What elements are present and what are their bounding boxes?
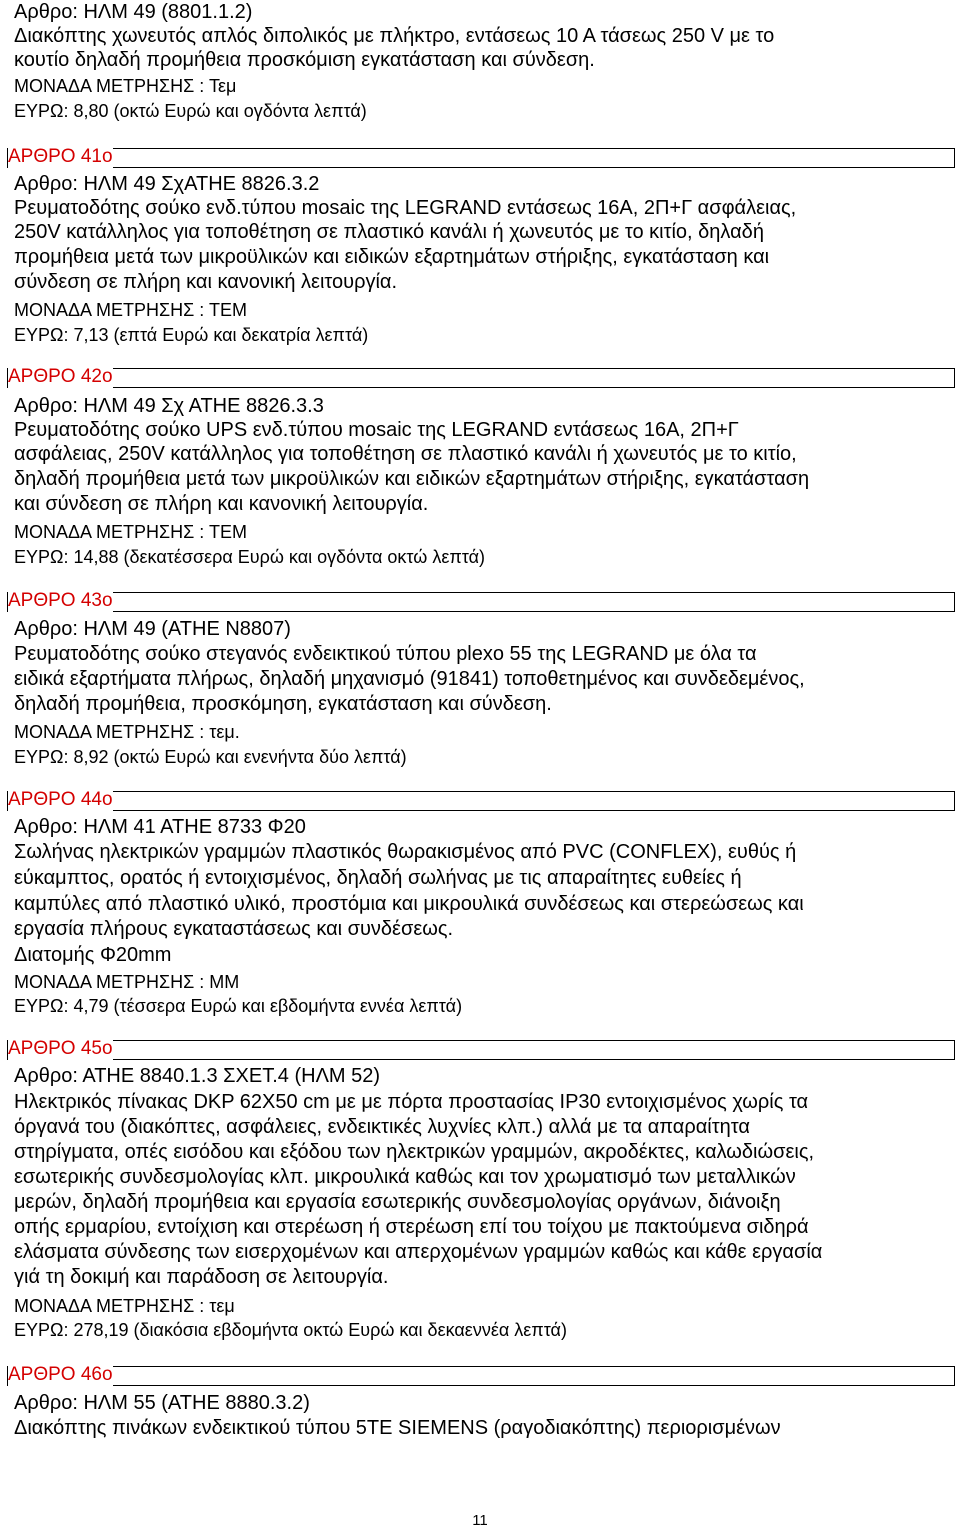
description-line: ελάσματα σύνδεσης των εισερχομένων και απερχομένων γραμμών καθώς και κάθε εργασία	[14, 1241, 823, 1263]
unit-line: ΜΟΝΑΔΑ ΜΕΤΡΗΣΗΣ : ΤΕΜ	[14, 300, 247, 320]
description-line: Σωλήνας ηλεκτρικών γραμμών πλαστικός θωρακισμένος από PVC (CONFLEX), ευθύς ή	[14, 841, 797, 863]
description-line: 250V κατάλληλος για τοποθέτηση σε πλαστικό κανάλι ή χωνευτός με το κιτίο, δηλαδή	[14, 221, 764, 243]
article-heading: ΑΡΘΡΟ 46ο	[8, 1364, 113, 1385]
description-line: οπής ερμαρίου, εντοίχιση και στερέωση ή στερέωση επί του τοίχου με πακτούμενα σιδηρά	[14, 1216, 809, 1238]
price-line: ΕΥΡΩ: 8,92 (οκτώ Ευρώ και ενενήντα δύο λεπτά)	[14, 747, 407, 767]
description-line: Διακόπτης πινάκων ενδεικτικού τύπου 5ΤΕ SIEMENS (ραγοδιακόπτης) περιορισμένων	[14, 1417, 781, 1439]
article-heading: ΑΡΘΡΟ 43ο	[8, 590, 113, 611]
description-line: μερών, δηλαδή προμήθεια και εργασία εσωτερικής συνδεσμολογίας οργάνων, διάνοιξη	[14, 1191, 781, 1213]
article-heading: ΑΡΘΡΟ 45ο	[8, 1038, 113, 1059]
unit-line: ΜΟΝΑΔΑ ΜΕΤΡΗΣΗΣ : τεμ.	[14, 722, 240, 742]
article-code-line: Αρθρο: ΗΛΜ 55 (ΑΤΗΕ 8880.3.2)	[14, 1392, 310, 1414]
description-line: δηλαδή προμήθεια μετά των μικροϋλικών και ειδικών εξαρτημάτων στήριξης, εγκατάσταση	[14, 468, 810, 490]
price-line: ΕΥΡΩ: 7,13 (επτά Ευρώ και δεκατρία λεπτά)	[14, 325, 369, 345]
unit-line: ΜΟΝΑΔΑ ΜΕΤΡΗΣΗΣ : τεμ	[14, 1296, 235, 1316]
price-line: ΕΥΡΩ: 278,19 (διακόσια εβδομήντα οκτώ Ευρώ και δεκαεννέα λεπτά)	[14, 1320, 567, 1340]
price-line: ΕΥΡΩ: 8,80 (οκτώ Ευρώ και ογδόντα λεπτά)	[14, 101, 367, 121]
article-heading: ΑΡΘΡΟ 42ο	[8, 366, 113, 387]
page-number: 11	[472, 1512, 488, 1529]
unit-line: ΜΟΝΑΔΑ ΜΕΤΡΗΣΗΣ : Τεμ	[14, 76, 237, 96]
article-heading-box	[7, 592, 955, 612]
description-line: εύκαμπτος, ορατός ή εντοιχισμένος, δηλαδή σωλήνας με τις απαραίτητες ευθείες ή	[14, 867, 742, 889]
description-line: ειδικά εξαρτήματα πλήρως, δηλαδή μηχανισμό (91841) τοποθετημένος και συνδεδεμένος,	[14, 668, 805, 690]
description-line: εργασία πλήρους εγκαταστάσεως και συνδέσεως.	[14, 918, 454, 940]
article-code-line: Αρθρο: ΗΛΜ 49 ΣχΑΤΗΕ 8826.3.2	[14, 173, 320, 195]
article-code-line: Αρθρο: ΗΛΜ 49 Σχ ΑΤΗΕ 8826.3.3	[14, 395, 324, 417]
diameter-line: Διατομής Φ20mm	[14, 944, 172, 966]
description-line: καμπύλες από πλαστικό υλικό, προστόμια και μικρουλικά συνδέσεως και στερεώσεως και	[14, 893, 804, 915]
description-line: σύνδεση σε πλήρη και κανονική λειτουργία.	[14, 271, 398, 293]
description-line: όργανά του (διακόπτες, ασφάλειες, ενδεικτικές λυχνίες κλπ.) αλλά με τα απαραίτητα	[14, 1116, 750, 1138]
article-heading-box	[7, 1366, 955, 1386]
price-line: ΕΥΡΩ: 4,79 (τέσσερα Ευρώ και εβδομήντα εννέα λεπτά)	[14, 996, 463, 1016]
description-line: προμήθεια μετά των μικροϋλικών και ειδικών εξαρτημάτων στήριξης, εγκατάσταση και	[14, 246, 770, 268]
description-line: δηλαδή προμήθεια, προσκόμηση, εγκατάσταση και σύνδεση.	[14, 693, 552, 715]
article-heading: ΑΡΘΡΟ 44ο	[8, 789, 113, 810]
article-code-line: Αρθρο: ΗΛΜ 49 (ΑΤΗΕ Ν8807)	[14, 618, 291, 640]
article-code-line: Αρθρο: ΑΤΗΕ 8840.1.3 ΣΧΕΤ.4 (ΗΛΜ 52)	[14, 1065, 381, 1087]
description-line: Ρευματοδότης σούκο στεγανός ενδεικτικού τύπου plexo 55 της LEGRAND με όλα τα	[14, 643, 757, 665]
article-heading: ΑΡΘΡΟ 41ο	[8, 146, 113, 167]
description-line: ασφάλειας, 250V κατάλληλος για τοποθέτηση σε πλαστικό κανάλι ή χωνευτός με το κιτίο,	[14, 443, 797, 465]
description-line: Ηλεκτρικός πίνακας DKP 62Χ50 cm με με πόρτα προστασίας IP30 εντοιχισμένος χωρίς τα	[14, 1091, 809, 1113]
description-line: εσωτερικής συνδεσμολογίας κλπ. μικρουλικά καθώς και τον χρωματισμό των μεταλλικών	[14, 1166, 796, 1188]
article-heading-box	[7, 791, 955, 811]
description-line: Διακόπτης χωνευτός απλός διπολικός με πλήκτρο, εντάσεως 10 Α τάσεως 250 V με το	[14, 25, 775, 47]
description-line: Ρευματοδότης σούκο ενδ.τύπου mosaic της LEGRAND εντάσεως 16Α, 2Π+Γ ασφάλειας,	[14, 197, 797, 219]
article-heading-box	[7, 368, 955, 388]
article-code-line: Αρθρο: ΗΛΜ 41 ΑΤΗΕ 8733 Φ20	[14, 816, 306, 838]
description-line: και σύνδεση σε πλήρη και κανονική λειτουργία.	[14, 493, 429, 515]
unit-line: ΜΟΝΑΔΑ ΜΕΤΡΗΣΗΣ : ΤΕΜ	[14, 522, 247, 542]
article-code-line: Αρθρο: ΗΛΜ 49 (8801.1.2)	[14, 1, 253, 23]
price-line: ΕΥΡΩ: 14,88 (δεκατέσσερα Ευρώ και ογδόντα οκτώ λεπτά)	[14, 547, 486, 567]
description-line: Ρευματοδότης σούκο UPS ενδ.τύπου mosaic της LEGRAND εντάσεως 16Α, 2Π+Γ	[14, 419, 739, 441]
article-heading-box	[7, 1040, 955, 1060]
description-line: γιά τη δοκιμή και παράδοση σε λειτουργία.	[14, 1266, 389, 1288]
description-line: στηρίγματα, οπές εισόδου και εξόδου των ηλεκτρικών γραμμών, ακροδέκτες, καλωδιώσεις,	[14, 1141, 815, 1163]
description-line: κουτίο δηλαδή προμήθεια προσκόμιση εγκατάσταση και σύνδεση.	[14, 49, 595, 71]
article-heading-box	[7, 148, 955, 168]
unit-line: ΜΟΝΑΔΑ ΜΕΤΡΗΣΗΣ : ΜΜ	[14, 972, 240, 992]
